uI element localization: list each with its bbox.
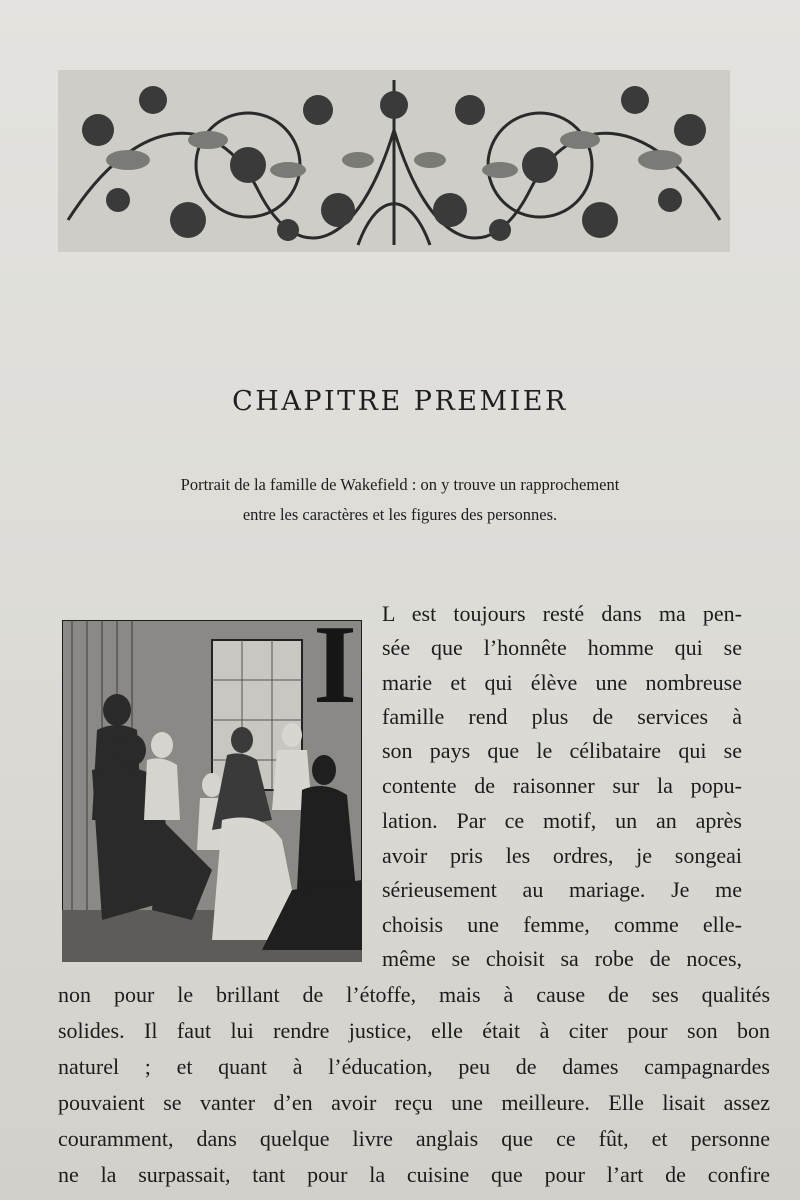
body-text-line: famille rend plus de services à: [382, 704, 742, 729]
body-text-line: non pour le brillant de l’étoffe, mais à cause de ses qualités: [58, 982, 770, 1007]
floral-headpiece-ornament: [58, 70, 730, 252]
body-text-line: solides. Il faut lui rendre justice, elle était à citer pour son bon: [58, 1018, 770, 1043]
body-text-line: naturel ; et quant à l’éducation, peu de dames campagnardes: [58, 1054, 770, 1079]
body-text-line: marie et qui élève une nombreuse: [382, 670, 742, 695]
body-text-line: sée que l’honnête homme qui se: [382, 635, 742, 660]
body-text-line: choisis une femme, comme elle-: [382, 912, 742, 937]
summary-line: entre les caractères et les figures des personnes.: [242, 505, 558, 524]
body-text-line: couramment, dans quelque livre anglais que ce fût, et personne: [58, 1126, 770, 1151]
body-text-line: avoir pris les ordres, je songeai: [382, 843, 742, 868]
body-text-line: son pays que le célibataire qui se: [382, 738, 742, 763]
body-text-line: pouvaient se vanter d’en avoir reçu une meilleure. Elle lisait assez: [58, 1090, 770, 1115]
summary-line: Portrait de la famille de Wakefield : on y trouve un rapprochement: [180, 475, 620, 494]
drop-cap-letter: I: [313, 603, 357, 727]
body-text-line: lation. Par ce motif, un an après: [382, 808, 742, 833]
body-text-line: ne la surpassait, tant pour la cuisine que pour l’art de confire: [58, 1162, 770, 1187]
body-text-line: L est toujours resté dans ma pen-: [382, 601, 742, 626]
body-text-line: contente de raisonner sur la popu-: [382, 773, 742, 798]
chapter-summary: [70, 470, 730, 530]
body-text-line: sérieusement au mariage. Je me: [382, 877, 742, 902]
body-text-line: même se choisit sa robe de noces,: [382, 946, 742, 971]
chapter-title: CHAPITRE PREMIER: [232, 386, 568, 417]
